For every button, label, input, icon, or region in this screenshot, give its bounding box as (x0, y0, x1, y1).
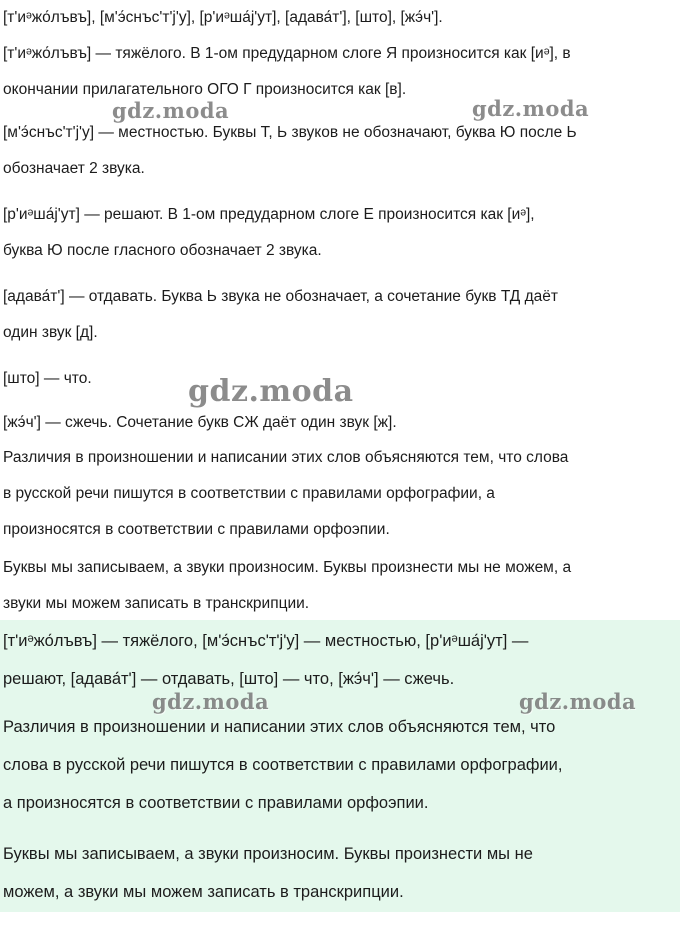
watermark-logo: gdz.moda (152, 689, 270, 714)
watermark-logo: gdz.moda (519, 689, 637, 714)
text-line: [што] — что. (3, 370, 92, 387)
answer-line: можем, а звуки мы можем записать в транскрипции. (3, 883, 404, 901)
text-line: звуки мы можем записать в транскрипции. (3, 595, 310, 612)
text-line: Буквы мы записываем, а звуки произносим. Буквы произнести мы не можем, а (3, 559, 572, 576)
answer-line: [т'иᵊжо́лъвъ] — тяжёлого, [м'э́снъс'т'j'у] — местностью, [р'иᵊша́j'ут] — (3, 632, 529, 650)
watermark-logo: gdz.moda (472, 96, 590, 121)
answer-line: решают, [адава́т'] — отдавать, [што] — что, [жэ́ч'] — сжечь. (3, 670, 455, 688)
text-line: произносятся в соответствии с правилами орфоэпии. (3, 521, 390, 538)
answer-line: Различия в произношении и написании этих слов объясняются тем, что (3, 718, 556, 736)
text-line: окончании прилагательного ОГО Г произносится как [в]. (3, 81, 407, 98)
transcription-list: [т'иᵊжо́лъвъ], [м'э́снъс'т'j'у], [р'иᵊша́j'ут], [адава́т'], [што], [жэ́ч']. (3, 9, 443, 26)
text-line: [м'э́снъс'т'j'у] — местностью. Буквы Т, Ь звуков не обозначают, буква Ю после Ь (3, 124, 577, 141)
answer-line: а произносятся в соответствии с правилами орфоэпии. (3, 794, 429, 812)
text-line: один звук [д]. (3, 324, 98, 341)
text-line: [т'иᵊжо́лъвъ] — тяжёлого. В 1-ом предударном слоге Я произносится как [иᵊ], в (3, 45, 571, 62)
watermark-logo: gdz.moda (188, 374, 354, 409)
text-line: буква Ю после гласного обозначает 2 звука. (3, 242, 322, 259)
text-line: Различия в произношении и написании этих слов объясняются тем, что слова (3, 449, 569, 466)
text-line: [р'иᵊша́j'ут] — решают. В 1-ом предударном слоге Е произносится как [иᵊ], (3, 206, 535, 223)
text-line: [жэ́ч'] — сжечь. Сочетание букв СЖ даёт один звук [ж]. (3, 414, 397, 431)
answer-highlight-block (0, 620, 680, 912)
text-line: в русской речи пишутся в соответствии с правилами орфографии, а (3, 485, 495, 502)
text-line: [адава́т'] — отдавать. Буква Ь звука не обозначает, а сочетание букв ТД даёт (3, 288, 558, 305)
text-line: обозначает 2 звука. (3, 160, 145, 177)
answer-line: слова в русской речи пишутся в соответствии с правилами орфографии, (3, 756, 563, 774)
answer-line: Буквы мы записываем, а звуки произносим. Буквы произнести мы не (3, 845, 533, 863)
watermark-logo: gdz.moda (112, 98, 230, 123)
